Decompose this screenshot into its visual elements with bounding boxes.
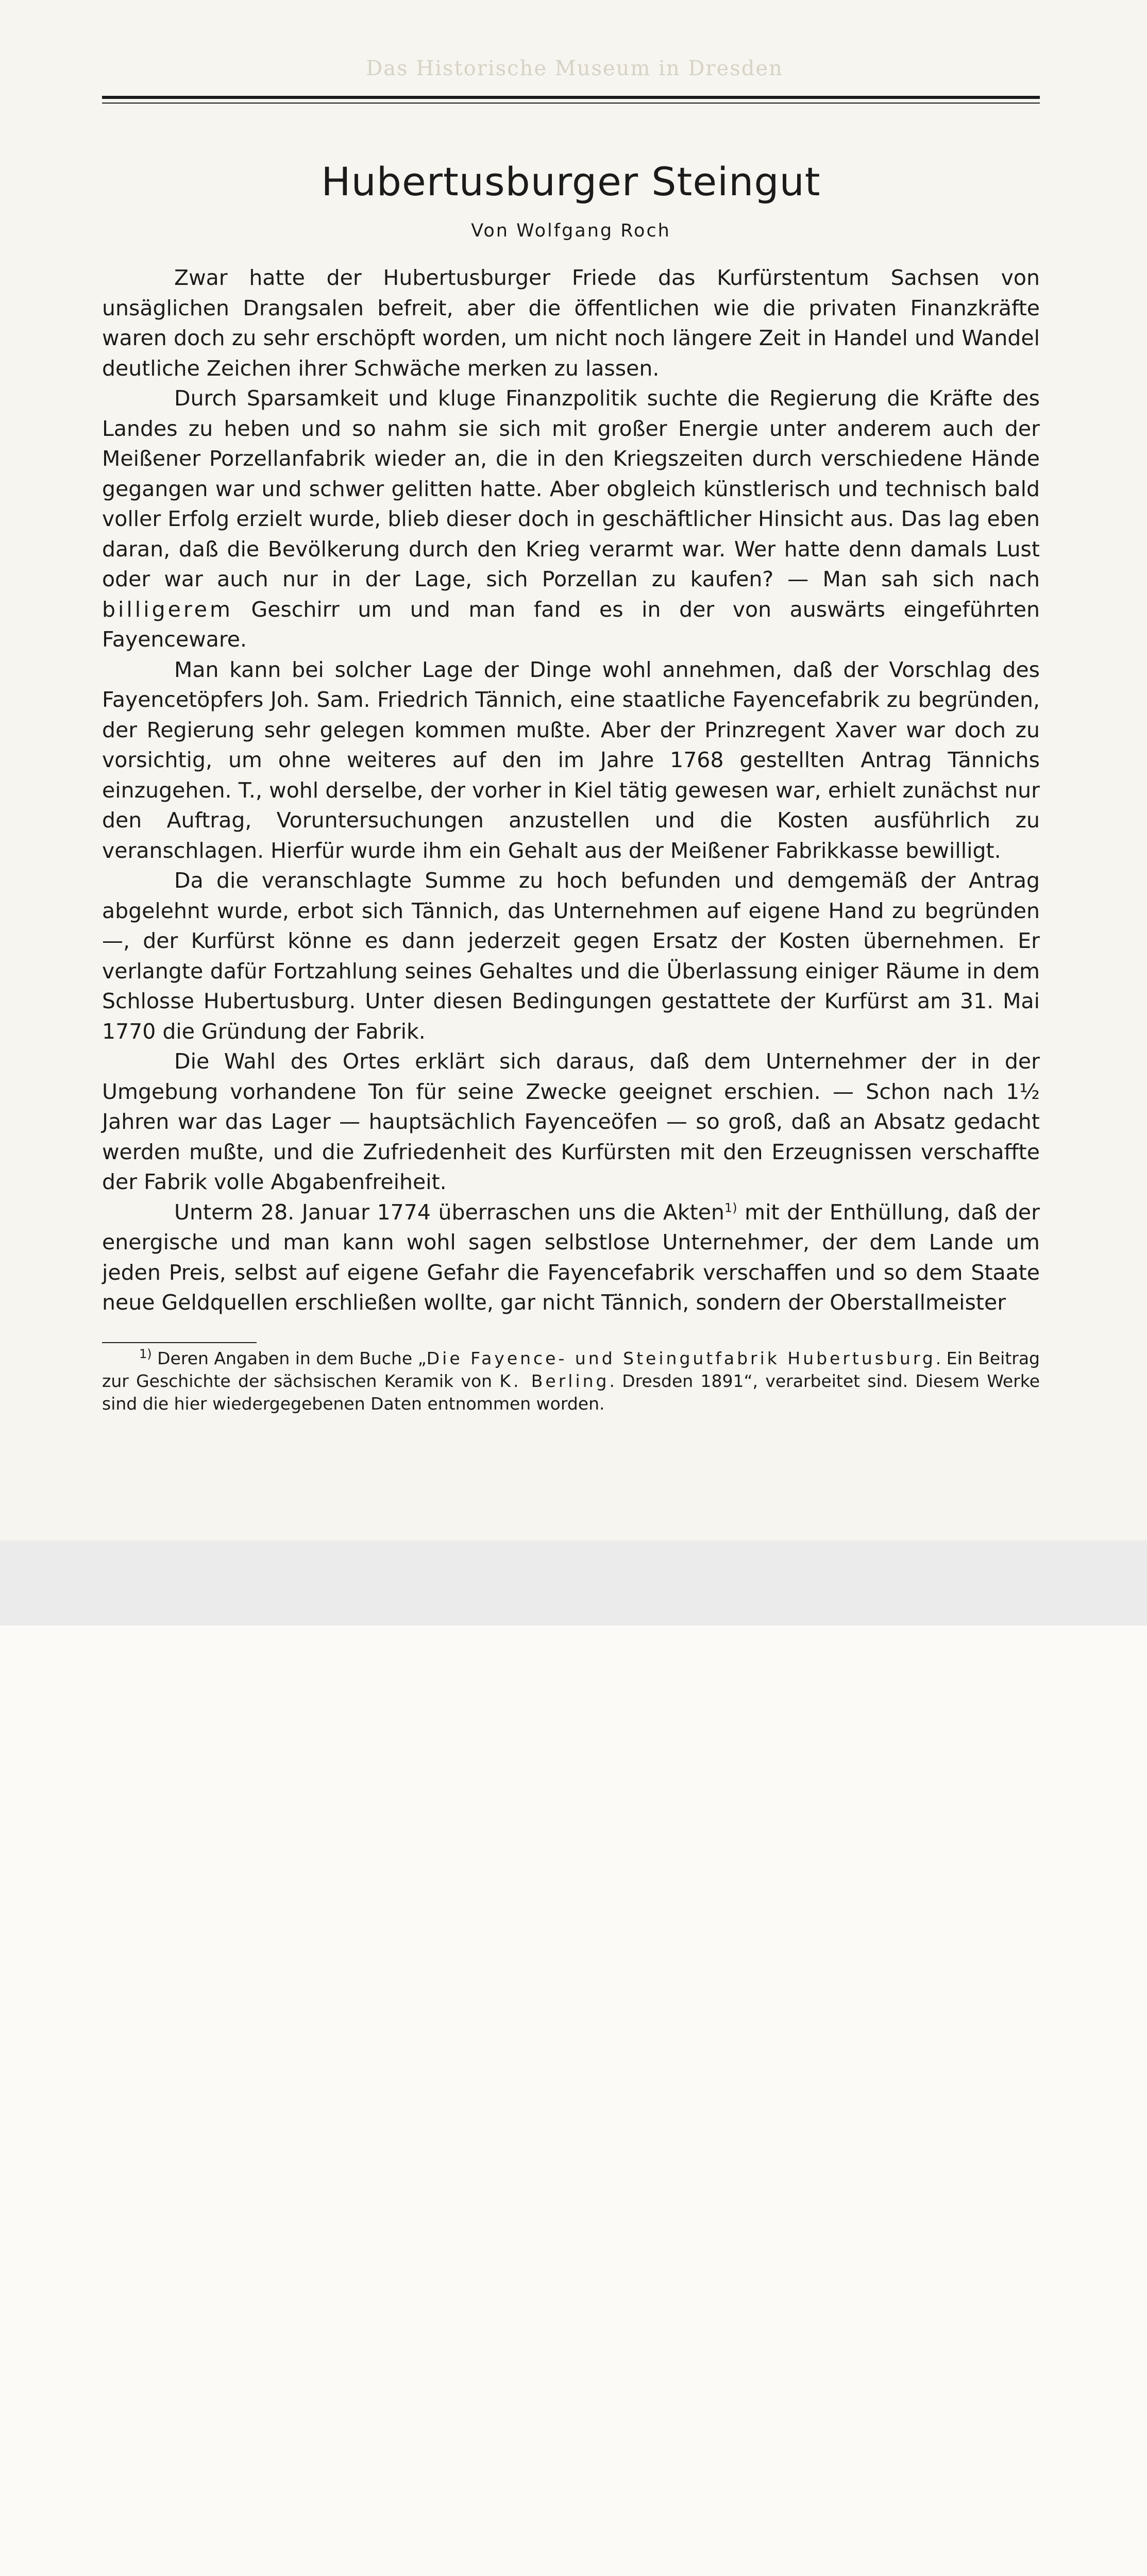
paragraph-6 [102,1197,1040,1318]
paragraph-4: Da die veranschlagte Summe zu hoch befunden und demgemäß der Antrag abgelehnt wurde, erbot sich Tännich, das Unternehmen auf eigene Hand zu begründen —, der Kurfürst könne es dann jederzeit gegen Ersatz der Kosten übernehmen. Er verlangte dafür Fortzahlung seines Gehaltes und die Überlassung einiger Räume in dem Schlosse Hubertusburg. Unter diesen Bedingungen gestattete der Kurfürst am 31. Mai 1770 die Gründung der Fabrik. [102,868,1040,1044]
footnote-text-mid: . Ein Beitrag zur Geschichte der sächsischen Keramik von [102,1348,1040,1391]
spaced-emphasis: billigerem [102,597,233,622]
article-author: Von Wolfgang Roch [471,221,671,241]
paragraph-3: Man kann bei solcher Lage der Dinge wohl annehmen, daß der Vorschlag des Fayencetöpfers Joh. Sam. Friedrich Tännich, eine staatliche Fayencefabrik zu begründen, der Regierung sehr gelegen kommen mußte. Aber der Prinzregent Xaver war doch zu vorsichtig, um ohne weiteres auf den im Jahre 1768 gestellten Antrag Tännichs einzugehen. T., wohl derselbe, der vorher in Kiel tätig gewesen war, erhielt zunächst nur den Auftrag, Voruntersuchungen anzustellen und die Kosten ausführlich zu veranschlagen. Hierfür wurde ihm ein Gehalt aus der Meißener Fabrikkasse bewilligt. [102,657,1040,863]
footnote-text-start: Deren Angaben in dem Buche „ [151,1348,427,1368]
footnote-marker: 1) [139,1347,152,1361]
header-rule-thick [102,96,1040,99]
footnote-rule [102,1342,257,1343]
paragraph-1: Zwar hatte der Hubertusburger Friede das Kurfürstentum Sachsen von unsäglichen Drangsalen befreit, aber die öffentlichen wie die privaten Finanzkräfte waren doch zu sehr erschöpft worden, um nicht noch längere Zeit in Handel und Wandel deutliche Zeichen ihrer Schwäche merken zu lassen. [102,265,1040,381]
footnote-book-author: K. Berling [499,1371,610,1391]
paragraph-2 [102,383,1040,655]
footnote-text-end: . Dresden 1891“, verarbeitet sind. Diesem Werke sind die hier wiedergegebenen Daten entnommen worden. [102,1371,1040,1414]
article-body [102,263,1040,1318]
footnote-book-title: Die Fayence- und Steingutfabrik Hubertusburg [426,1348,936,1368]
running-header-bleedthrough: Das Historische Museum in Dresden [366,57,783,80]
article-title: Hubertusburger Steingut [321,159,821,205]
library-footer [0,1540,1147,1625]
paragraph-6-start: Unterm 28. Januar 1774 überraschen uns die Akten [174,1199,724,1225]
paragraph-2-text: Durch Sparsamkeit und kluge Finanzpolitik suchte die Regierung die Kräfte des Landes zu heben und so nahm sie sich mit großer Energie unter anderem auch der Meißener Porzellanfabrik wieder an, die in den Kriegszeiten durch verschiedene Hände gegangen war und schwer gelitten hatte. Aber obgleich künstlerisch und technisch bald voller Erfolg erzielt wurde, blieb dieser doch in geschäftlicher Hinsicht aus. Das lag eben daran, daß die Bevölkerung durch den Krieg verarmt war. Wer hatte denn damals Lust oder war auch nur in der Lage, sich Porzellan zu kaufen? — Man sah sich nach [102,386,1040,591]
paragraph-2-end: Geschirr um und man fand es in der von auswärts eingeführten Fayenceware. [102,597,1040,652]
footnote [102,1347,1040,1415]
header-rule-thin [102,103,1040,104]
paragraph-5: Die Wahl des Ortes erklärt sich daraus, daß dem Unternehmer der in der Umgebung vorhandene Ton für seine Zwecke geeignet erschien. — Schon nach 1½ Jahren war das Lager — hauptsächlich Fayenceöfen — so groß, daß an Absatz gedacht werden mußte, und die Zufriedenheit des Kurfürsten mit den Erzeugnissen verschaffte der Fabrik volle Abgabenfreiheit. [102,1049,1040,1194]
paragraph-6-end: mit der Enthüllung, daß der energische und man kann wohl sagen selbstlose Unternehmer, der dem Lande um jeden Preis, selbst auf eigene Gefahr die Fayencefabrik verschaffen und so dem Staate neue Geldquellen erschließen wollte, gar nicht Tännich, sondern der Oberstallmeister [102,1199,1040,1315]
footnote-reference[interactable]: 1) [724,1200,737,1215]
footnote-text [102,1347,1040,1415]
